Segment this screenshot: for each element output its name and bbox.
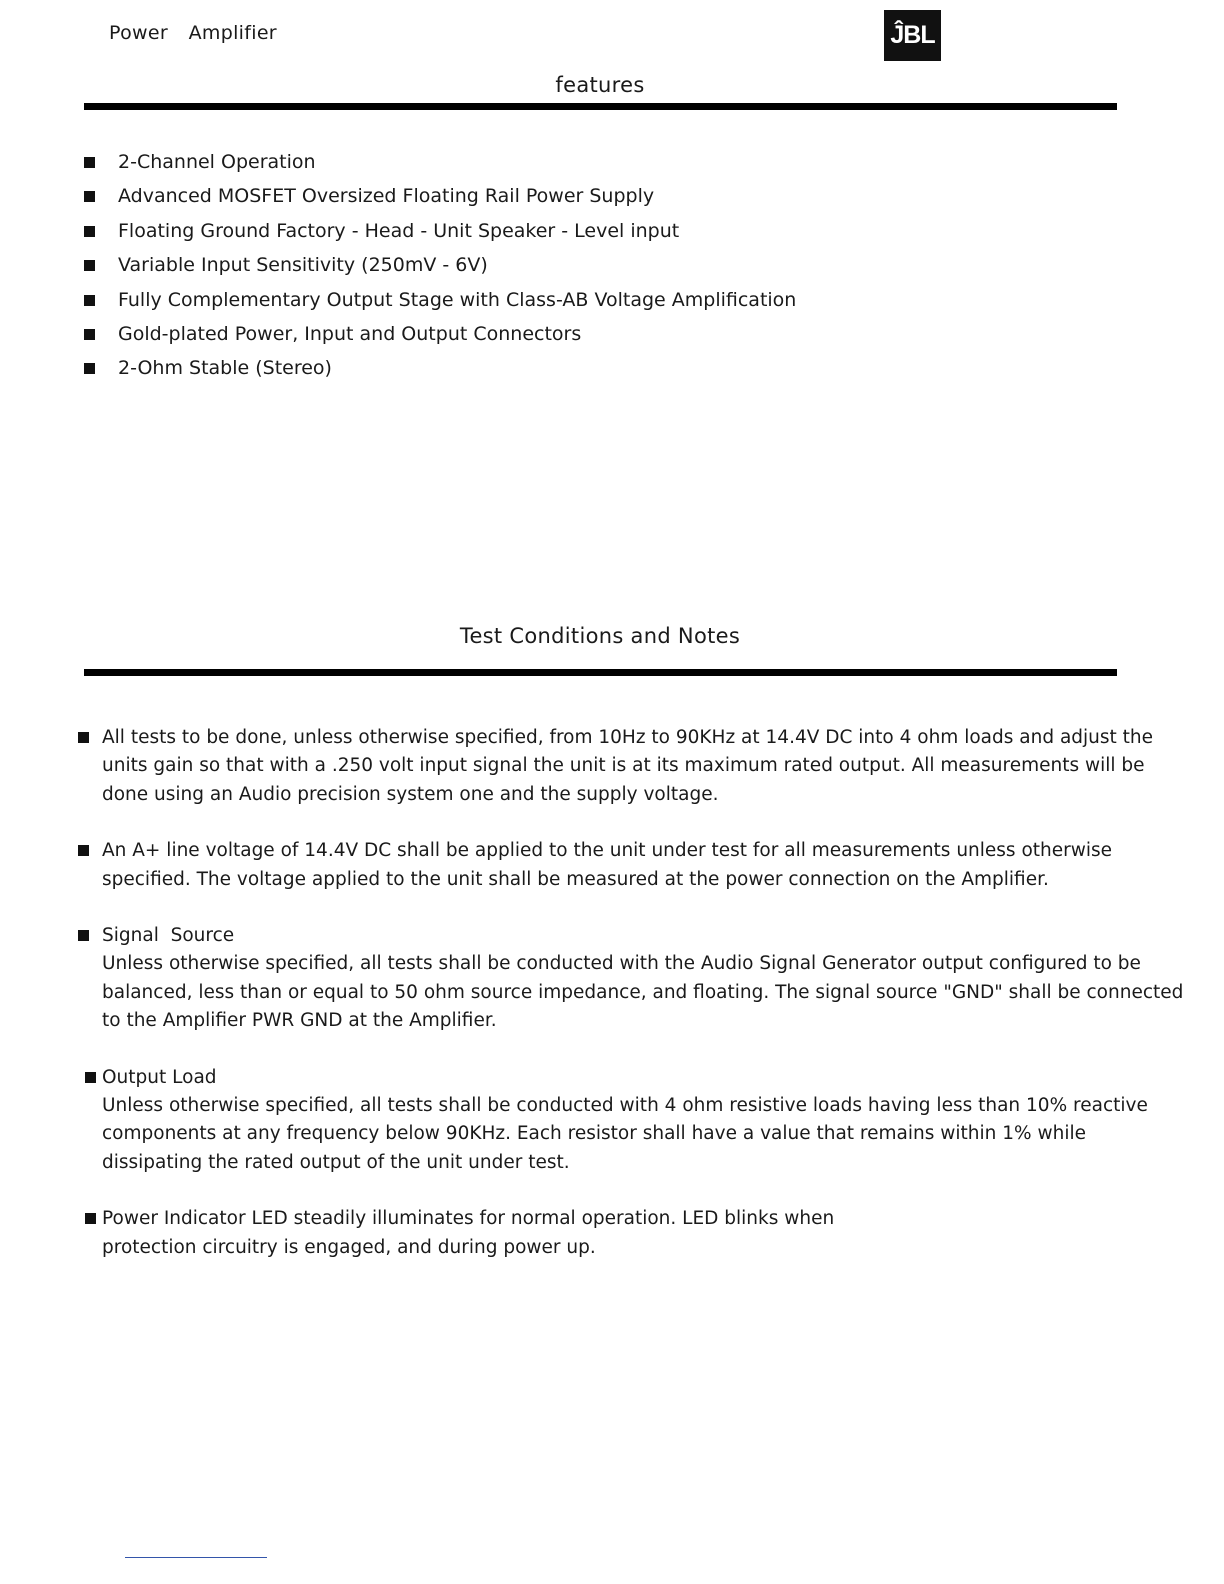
note-paragraph: Power Indicator LED steadily illuminates for normal operation. LED blinks when protection circuitry is engaged, and during power up. bbox=[78, 1205, 1188, 1262]
bullet-icon bbox=[84, 226, 95, 237]
bullet-icon bbox=[84, 295, 95, 306]
list-item: Fully Complementary Output Stage with Class-AB Voltage Amplification bbox=[82, 283, 796, 317]
bullet-icon bbox=[78, 732, 89, 743]
footer-rule bbox=[125, 1557, 267, 1558]
bullet-icon bbox=[78, 930, 89, 941]
section-divider bbox=[84, 103, 1117, 110]
list-item: Advanced MOSFET Oversized Floating Rail Power Supply bbox=[82, 179, 796, 213]
note-paragraph: Output Load Unless otherwise specified, all tests shall be conducted with 4 ohm resistive loads having less than 10% reactive components at any frequency below 90KHz. Each resistor shall have a value that remains within 1% while dissipating the rated output of the unit under test. bbox=[78, 1064, 1188, 1178]
bullet-icon bbox=[85, 1072, 96, 1083]
bullet-icon bbox=[84, 260, 95, 271]
jbl-logo: ĴBL bbox=[884, 10, 941, 61]
note-paragraph: Signal Source Unless otherwise specified, all tests shall be conducted with the Audio Signal Generator output configured to be balanced, less than or equal to 50 ohm source impedance, and floating. The signal source "GND" shall be connected to the Amplifier PWR GND at the Amplifier. bbox=[78, 922, 1188, 1036]
bullet-icon bbox=[84, 329, 95, 340]
list-item: 2-Channel Operation bbox=[82, 145, 796, 179]
bullet-icon bbox=[78, 845, 89, 856]
features-heading: features bbox=[555, 73, 645, 97]
test-conditions-heading: Test Conditions and Notes bbox=[459, 624, 741, 648]
note-heading: Output Load bbox=[102, 1066, 217, 1088]
list-item: Gold-plated Power, Input and Output Connectors bbox=[82, 317, 796, 351]
test-notes bbox=[78, 724, 1188, 1262]
list-item: Floating Ground Factory - Head - Unit Speaker - Level input bbox=[82, 214, 796, 248]
list-item: Variable Input Sensitivity (250mV - 6V) bbox=[82, 248, 796, 282]
list-item: 2-Ohm Stable (Stereo) bbox=[82, 351, 796, 385]
features-list bbox=[82, 145, 796, 386]
bullet-icon bbox=[84, 157, 95, 168]
note-paragraph: All tests to be done, unless otherwise specified, from 10Hz to 90KHz at 14.4V DC into 4 ohm loads and adjust the units gain so that with a .250 volt input signal the unit is at its maximum rated output. All measurements will be done using an Audio precision system one and the supply voltage. bbox=[78, 724, 1188, 809]
bullet-icon bbox=[84, 363, 95, 374]
bullet-icon bbox=[85, 1213, 96, 1224]
note-paragraph: An A+ line voltage of 14.4V DC shall be applied to the unit under test for all measurements unless otherwise specified. The voltage applied to the unit shall be measured at the power connection on the Amplifier. bbox=[78, 837, 1188, 894]
document-header-title: Power Amplifier bbox=[109, 22, 277, 44]
note-heading: Signal Source bbox=[102, 925, 235, 947]
bullet-icon bbox=[84, 191, 95, 202]
section-divider bbox=[84, 669, 1117, 676]
